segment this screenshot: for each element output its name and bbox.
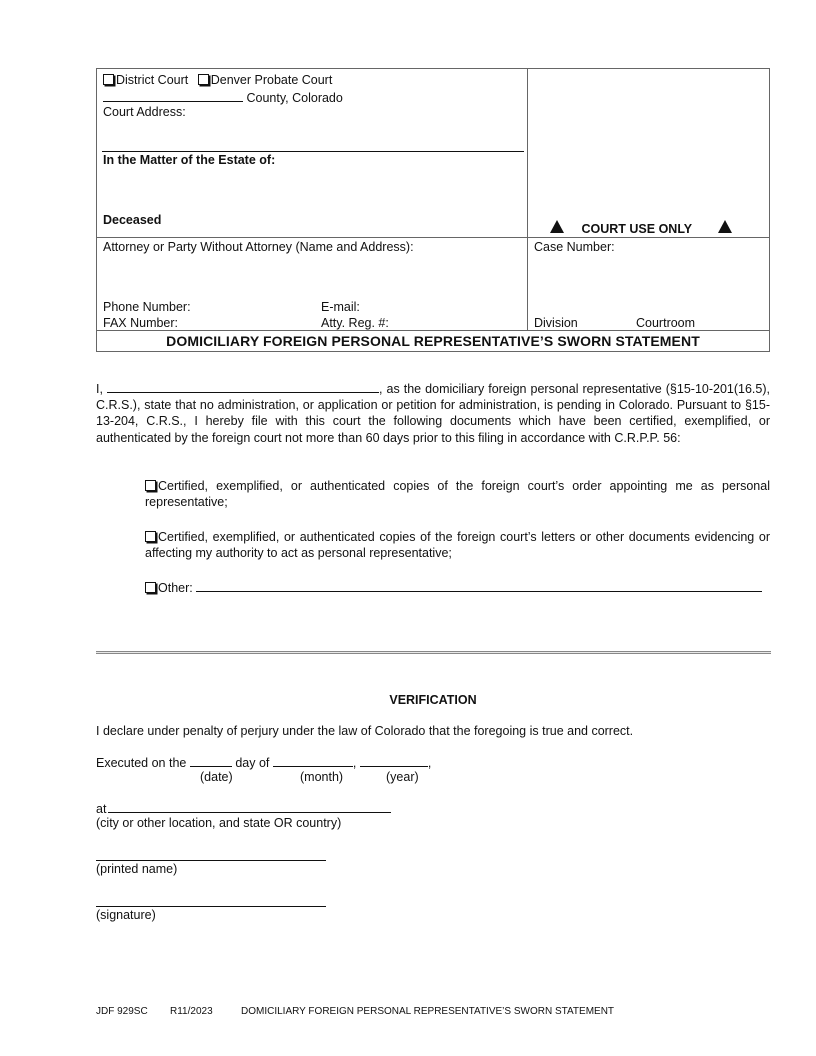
- form-title: DOMICILIARY FOREIGN PERSONAL REPRESENTATIVE’S SWORN STATEMENT: [166, 333, 700, 349]
- deceased-label: Deceased: [103, 213, 162, 227]
- atty-reg-label: Atty. Reg. #:: [321, 316, 389, 330]
- execution-year-field[interactable]: [360, 755, 428, 767]
- document-option-other: [145, 580, 770, 596]
- location-line: [96, 801, 391, 817]
- intro-prefix: I,: [96, 382, 103, 396]
- other-label: Other:: [158, 581, 193, 595]
- phone-label: Phone Number:: [103, 300, 191, 314]
- document-option-order: [145, 478, 770, 510]
- intro-text: , as the domiciliary foreign personal representative (§15-10-201(16.5), C.R.S.), state that no administration, or application or petition for administration, is pending in Colorado. Pursuant to §15-13-204, C.R.S., I hereby file with this court the following documents which have been certified, exemplified, or authenticated by the foreign court not more than 60 days prior to this filing in accordance with C.R.P.P. 56:: [96, 382, 770, 445]
- representative-name-field[interactable]: [107, 381, 379, 393]
- letters-copies-label: Certified, exemplified, or authenticated copies of the foreign court’s letters or other documents evidencing or affecting my authority to act as personal representative;: [145, 530, 770, 561]
- intro-paragraph: [96, 381, 770, 446]
- denver-probate-court-label: Denver Probate Court: [210, 73, 333, 87]
- footer-title: DOMICILIARY FOREIGN PERSONAL REPRESENTATIVE’S SWORN STATEMENT: [241, 1006, 615, 1017]
- date-caption: (date): [200, 770, 233, 784]
- county-label: County, Colorado: [246, 91, 343, 105]
- district-court-checkbox[interactable]: [103, 74, 114, 85]
- letters-copies-checkbox[interactable]: [145, 531, 156, 542]
- footer-form-number: JDF 929SC: [96, 1006, 148, 1017]
- signature-caption: (signature): [96, 908, 156, 922]
- attorney-label: Attorney or Party Without Attorney (Name and Address):: [103, 240, 414, 254]
- section-divider: [96, 651, 771, 654]
- order-copies-label: Certified, exemplified, or authenticated copies of the foreign court’s order appointing me as personal representative;: [145, 479, 770, 510]
- at-label: at: [96, 802, 107, 816]
- up-triangle-icon: [550, 220, 564, 233]
- executed-on-line: Executed on the day of , ,: [96, 756, 432, 770]
- execution-date-field[interactable]: [190, 755, 232, 767]
- caption-rule-address: [102, 151, 524, 152]
- verification-heading: VERIFICATION: [389, 693, 477, 707]
- footer-revision: R11/2023: [170, 1006, 213, 1017]
- verification-declaration: I declare under penalty of perjury under the law of Colorado that the foregoing is true and correct.: [96, 724, 634, 738]
- caption-vertical-divider: [527, 68, 528, 331]
- location-caption: (city or other location, and state OR country): [96, 816, 342, 830]
- case-number-label: Case Number:: [534, 240, 615, 254]
- month-caption: (month): [300, 770, 344, 784]
- denver-probate-court-checkbox[interactable]: [198, 74, 209, 85]
- other-description-field[interactable]: [196, 580, 762, 592]
- year-caption: (year): [386, 770, 419, 784]
- district-court-label: District Court: [116, 73, 189, 87]
- caption-box: [96, 68, 770, 352]
- email-label: E-mail:: [321, 300, 360, 314]
- other-checkbox[interactable]: [145, 582, 156, 593]
- execution-month-field[interactable]: [273, 755, 353, 767]
- signature-field[interactable]: [96, 906, 326, 907]
- day-of-label: day of: [235, 756, 270, 770]
- executed-on-label: Executed on the: [96, 756, 187, 770]
- caption-rule-deceased: [96, 237, 770, 238]
- estate-matter-label: In the Matter of the Estate of:: [103, 153, 276, 167]
- division-label: Division: [534, 316, 578, 330]
- courtroom-label: Courtroom: [636, 316, 696, 330]
- fax-label: FAX Number:: [103, 316, 179, 330]
- order-copies-checkbox[interactable]: [145, 480, 156, 491]
- county-line: [103, 90, 343, 106]
- printed-name-caption: (printed name): [96, 862, 178, 876]
- court-address-label: Court Address:: [103, 105, 186, 119]
- location-field[interactable]: [108, 801, 391, 813]
- up-triangle-icon: [718, 220, 732, 233]
- court-use-only-row: [550, 220, 732, 237]
- document-option-letters: [145, 529, 770, 561]
- printed-name-field[interactable]: [96, 860, 326, 861]
- court-use-only-label: COURT USE ONLY: [581, 222, 693, 236]
- county-name-field[interactable]: [103, 90, 243, 102]
- court-selection: [103, 73, 332, 88]
